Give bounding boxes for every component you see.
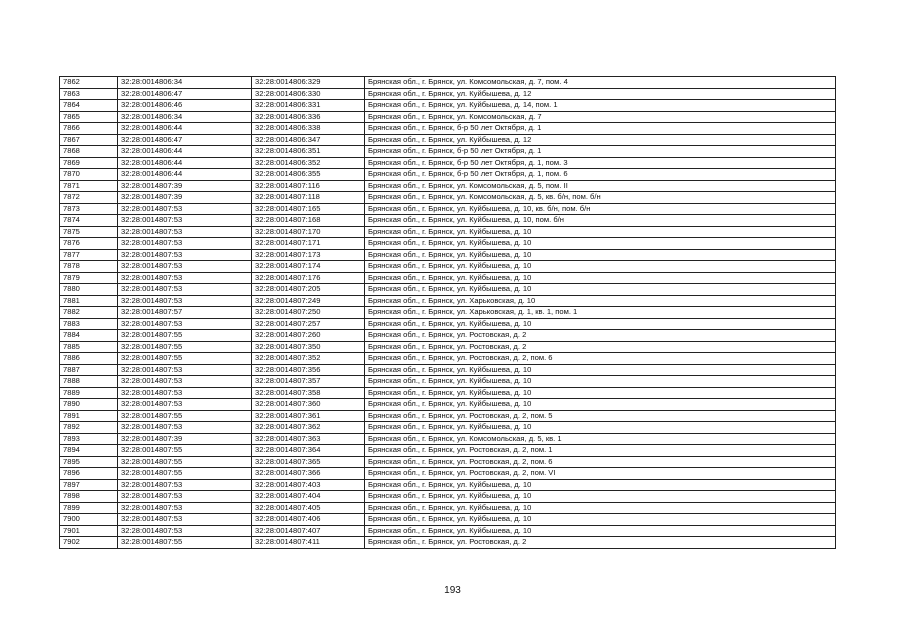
cadastral-number-cell: 32:28:0014806:336 <box>252 111 365 123</box>
cadastral-number-cell: 32:28:0014807:357 <box>252 376 365 388</box>
address-cell: Брянская обл., г. Брянск, ул. Куйбышева, д. 10 <box>365 226 836 238</box>
address-cell: Брянская обл., г. Брянск, ул. Куйбышева, д. 10 <box>365 399 836 411</box>
address-cell: Брянская обл., г. Брянск, ул. Ростовская, д. 2 <box>365 537 836 549</box>
row-number-cell: 7864 <box>60 100 118 112</box>
address-cell: Брянская обл., г. Брянск, ул. Куйбышева, д. 10 <box>365 491 836 503</box>
cadastral-number-cell: 32:28:0014807:174 <box>252 261 365 273</box>
parent-cadastral-number-cell: 32:28:0014807:53 <box>118 261 252 273</box>
cadastral-number-cell: 32:28:0014807:362 <box>252 422 365 434</box>
row-number-cell: 7868 <box>60 146 118 158</box>
table-row <box>60 111 836 123</box>
address-cell: Брянская обл., г. Брянск, ул. Харьковская, д. 1, кв. 1, пом. 1 <box>365 307 836 319</box>
table-row <box>60 192 836 204</box>
cadastral-number-cell: 32:28:0014807:363 <box>252 433 365 445</box>
parent-cadastral-number-cell: 32:28:0014807:53 <box>118 514 252 526</box>
row-number-cell: 7891 <box>60 410 118 422</box>
address-cell: Брянская обл., г. Брянск, ул. Комсомольская, д. 7 <box>365 111 836 123</box>
address-cell: Брянская обл., г. Брянск, ул. Ростовская, д. 2, пом. 1 <box>365 445 836 457</box>
parent-cadastral-number-cell: 32:28:0014807:55 <box>118 456 252 468</box>
cadastral-number-cell: 32:28:0014807:260 <box>252 330 365 342</box>
address-cell: Брянская обл., г. Брянск, ул. Куйбышева, д. 10 <box>365 284 836 296</box>
cadastral-registry-table <box>59 76 836 549</box>
cadastral-number-cell: 32:28:0014806:355 <box>252 169 365 181</box>
parent-cadastral-number-cell: 32:28:0014807:55 <box>118 445 252 457</box>
table-row <box>60 468 836 480</box>
table-row <box>60 353 836 365</box>
table-row <box>60 169 836 181</box>
parent-cadastral-number-cell: 32:28:0014807:53 <box>118 422 252 434</box>
table-row <box>60 88 836 100</box>
cadastral-number-cell: 32:28:0014806:329 <box>252 77 365 89</box>
address-cell: Брянская обл., г. Брянск, ул. Куйбышева, д. 10 <box>365 514 836 526</box>
row-number-cell: 7889 <box>60 387 118 399</box>
cadastral-number-cell: 32:28:0014806:352 <box>252 157 365 169</box>
table-row <box>60 238 836 250</box>
parent-cadastral-number-cell: 32:28:0014807:57 <box>118 307 252 319</box>
table-row <box>60 123 836 135</box>
table-row <box>60 180 836 192</box>
row-number-cell: 7863 <box>60 88 118 100</box>
row-number-cell: 7880 <box>60 284 118 296</box>
table-row <box>60 157 836 169</box>
row-number-cell: 7888 <box>60 376 118 388</box>
registry-table-body <box>60 77 836 549</box>
table-row <box>60 456 836 468</box>
parent-cadastral-number-cell: 32:28:0014806:47 <box>118 88 252 100</box>
table-row <box>60 226 836 238</box>
table-row <box>60 433 836 445</box>
table-row <box>60 491 836 503</box>
table-row <box>60 410 836 422</box>
cadastral-number-cell: 32:28:0014806:351 <box>252 146 365 158</box>
parent-cadastral-number-cell: 32:28:0014807:55 <box>118 410 252 422</box>
cadastral-number-cell: 32:28:0014807:257 <box>252 318 365 330</box>
cadastral-number-cell: 32:28:0014807:365 <box>252 456 365 468</box>
table-row <box>60 272 836 284</box>
row-number-cell: 7896 <box>60 468 118 480</box>
cadastral-number-cell: 32:28:0014806:347 <box>252 134 365 146</box>
row-number-cell: 7874 <box>60 215 118 227</box>
table-row <box>60 261 836 273</box>
address-cell: Брянская обл., г. Брянск, ул. Куйбышева, д. 10 <box>365 502 836 514</box>
parent-cadastral-number-cell: 32:28:0014807:53 <box>118 525 252 537</box>
table-row <box>60 514 836 526</box>
cadastral-number-cell: 32:28:0014807:170 <box>252 226 365 238</box>
cadastral-number-cell: 32:28:0014807:406 <box>252 514 365 526</box>
address-cell: Брянская обл., г. Брянск, ул. Куйбышева, д. 10 <box>365 364 836 376</box>
address-cell: Брянская обл., г. Брянск, ул. Куйбышева, д. 10, пом. б/н <box>365 215 836 227</box>
row-number-cell: 7887 <box>60 364 118 376</box>
address-cell: Брянская обл., г. Брянск, ул. Куйбышева, д. 10, кв. б/н, пом. б/н <box>365 203 836 215</box>
parent-cadastral-number-cell: 32:28:0014807:53 <box>118 215 252 227</box>
cadastral-number-cell: 32:28:0014807:116 <box>252 180 365 192</box>
row-number-cell: 7893 <box>60 433 118 445</box>
row-number-cell: 7869 <box>60 157 118 169</box>
address-cell: Брянская обл., г. Брянск, ул. Куйбышева, д. 10 <box>365 525 836 537</box>
cadastral-number-cell: 32:28:0014807:405 <box>252 502 365 514</box>
row-number-cell: 7870 <box>60 169 118 181</box>
parent-cadastral-number-cell: 32:28:0014807:53 <box>118 203 252 215</box>
cadastral-number-cell: 32:28:0014807:404 <box>252 491 365 503</box>
address-cell: Брянская обл., г. Брянск, ул. Ростовская, д. 2, пом. 5 <box>365 410 836 422</box>
address-cell: Брянская обл., г. Брянск, ул. Куйбышева, д. 10 <box>365 479 836 491</box>
row-number-cell: 7884 <box>60 330 118 342</box>
cadastral-number-cell: 32:28:0014807:205 <box>252 284 365 296</box>
table-row <box>60 525 836 537</box>
address-cell: Брянская обл., г. Брянск, ул. Ростовская, д. 2, пом. 6 <box>365 353 836 365</box>
parent-cadastral-number-cell: 32:28:0014807:53 <box>118 387 252 399</box>
cadastral-number-cell: 32:28:0014807:250 <box>252 307 365 319</box>
address-cell: Брянская обл., г. Брянск, ул. Куйбышева, д. 10 <box>365 387 836 399</box>
parent-cadastral-number-cell: 32:28:0014807:39 <box>118 192 252 204</box>
row-number-cell: 7872 <box>60 192 118 204</box>
row-number-cell: 7876 <box>60 238 118 250</box>
address-cell: Брянская обл., г. Брянск, ул. Комсомольская, д. 5, пом. II <box>365 180 836 192</box>
cadastral-number-cell: 32:28:0014806:331 <box>252 100 365 112</box>
parent-cadastral-number-cell: 32:28:0014807:53 <box>118 272 252 284</box>
parent-cadastral-number-cell: 32:28:0014807:53 <box>118 376 252 388</box>
address-cell: Брянская обл., г. Брянск, ул. Куйбышева, д. 12 <box>365 88 836 100</box>
row-number-cell: 7879 <box>60 272 118 284</box>
parent-cadastral-number-cell: 32:28:0014807:53 <box>118 502 252 514</box>
row-number-cell: 7895 <box>60 456 118 468</box>
cadastral-number-cell: 32:28:0014807:173 <box>252 249 365 261</box>
table-row <box>60 203 836 215</box>
cadastral-number-cell: 32:28:0014807:407 <box>252 525 365 537</box>
cadastral-number-cell: 32:28:0014807:364 <box>252 445 365 457</box>
cadastral-number-cell: 32:28:0014806:330 <box>252 88 365 100</box>
parent-cadastral-number-cell: 32:28:0014806:44 <box>118 157 252 169</box>
parent-cadastral-number-cell: 32:28:0014807:53 <box>118 284 252 296</box>
address-cell: Брянская обл., г. Брянск, ул. Куйбышева, д. 10 <box>365 272 836 284</box>
row-number-cell: 7899 <box>60 502 118 514</box>
address-cell: Брянская обл., г. Брянск, ул. Куйбышева, д. 10 <box>365 238 836 250</box>
table-row <box>60 77 836 89</box>
cadastral-number-cell: 32:28:0014807:366 <box>252 468 365 480</box>
parent-cadastral-number-cell: 32:28:0014807:55 <box>118 330 252 342</box>
row-number-cell: 7867 <box>60 134 118 146</box>
parent-cadastral-number-cell: 32:28:0014807:53 <box>118 491 252 503</box>
row-number-cell: 7898 <box>60 491 118 503</box>
parent-cadastral-number-cell: 32:28:0014807:53 <box>118 479 252 491</box>
address-cell: Брянская обл., г. Брянск, ул. Куйбышева, д. 14, пом. 1 <box>365 100 836 112</box>
page-number: 193 <box>444 585 461 596</box>
address-cell: Брянская обл., г. Брянск, ул. Ростовская, д. 2 <box>365 330 836 342</box>
parent-cadastral-number-cell: 32:28:0014806:34 <box>118 111 252 123</box>
cadastral-number-cell: 32:28:0014807:168 <box>252 215 365 227</box>
row-number-cell: 7902 <box>60 537 118 549</box>
row-number-cell: 7890 <box>60 399 118 411</box>
cadastral-number-cell: 32:28:0014807:352 <box>252 353 365 365</box>
cadastral-number-cell: 32:28:0014807:356 <box>252 364 365 376</box>
row-number-cell: 7873 <box>60 203 118 215</box>
cadastral-number-cell: 32:28:0014807:361 <box>252 410 365 422</box>
cadastral-number-cell: 32:28:0014807:118 <box>252 192 365 204</box>
row-number-cell: 7875 <box>60 226 118 238</box>
address-cell: Брянская обл., г. Брянск, ул. Куйбышева, д. 12 <box>365 134 836 146</box>
row-number-cell: 7900 <box>60 514 118 526</box>
row-number-cell: 7894 <box>60 445 118 457</box>
parent-cadastral-number-cell: 32:28:0014807:55 <box>118 341 252 353</box>
address-cell: Брянская обл., г. Брянск, ул. Ростовская, д. 2, пом. VI <box>365 468 836 480</box>
address-cell: Брянская обл., г. Брянск, б-р 50 лет Октября, д. 1, пом. 3 <box>365 157 836 169</box>
cadastral-number-cell: 32:28:0014807:249 <box>252 295 365 307</box>
parent-cadastral-number-cell: 32:28:0014807:53 <box>118 318 252 330</box>
parent-cadastral-number-cell: 32:28:0014806:44 <box>118 169 252 181</box>
table-row <box>60 502 836 514</box>
row-number-cell: 7901 <box>60 525 118 537</box>
table-row <box>60 215 836 227</box>
table-row <box>60 134 836 146</box>
table-row <box>60 146 836 158</box>
table-row <box>60 479 836 491</box>
table-row <box>60 330 836 342</box>
parent-cadastral-number-cell: 32:28:0014807:53 <box>118 249 252 261</box>
parent-cadastral-number-cell: 32:28:0014807:53 <box>118 238 252 250</box>
address-cell: Брянская обл., г. Брянск, б-р 50 лет Октября, д. 1 <box>365 146 836 158</box>
table-row <box>60 445 836 457</box>
parent-cadastral-number-cell: 32:28:0014806:34 <box>118 77 252 89</box>
table-row <box>60 284 836 296</box>
address-cell: Брянская обл., г. Брянск, ул. Комсомольская, д. 5, кв. 1 <box>365 433 836 445</box>
parent-cadastral-number-cell: 32:28:0014807:53 <box>118 364 252 376</box>
row-number-cell: 7866 <box>60 123 118 135</box>
address-cell: Брянская обл., г. Брянск, ул. Куйбышева, д. 10 <box>365 376 836 388</box>
address-cell: Брянская обл., г. Брянск, ул. Куйбышева, д. 10 <box>365 422 836 434</box>
parent-cadastral-number-cell: 32:28:0014807:53 <box>118 399 252 411</box>
table-row <box>60 249 836 261</box>
table-row <box>60 295 836 307</box>
table-row <box>60 399 836 411</box>
address-cell: Брянская обл., г. Брянск, ул. Куйбышева, д. 10 <box>365 249 836 261</box>
row-number-cell: 7897 <box>60 479 118 491</box>
cadastral-number-cell: 32:28:0014807:358 <box>252 387 365 399</box>
table-row <box>60 307 836 319</box>
cadastral-number-cell: 32:28:0014807:176 <box>252 272 365 284</box>
cadastral-number-cell: 32:28:0014807:403 <box>252 479 365 491</box>
parent-cadastral-number-cell: 32:28:0014807:53 <box>118 295 252 307</box>
table-row <box>60 422 836 434</box>
address-cell: Брянская обл., г. Брянск, ул. Комсомольская, д. 7, пом. 4 <box>365 77 836 89</box>
address-cell: Брянская обл., г. Брянск, б-р 50 лет Октября, д. 1, пом. 6 <box>365 169 836 181</box>
cadastral-number-cell: 32:28:0014806:338 <box>252 123 365 135</box>
row-number-cell: 7886 <box>60 353 118 365</box>
table-row <box>60 537 836 549</box>
row-number-cell: 7885 <box>60 341 118 353</box>
cadastral-number-cell: 32:28:0014807:165 <box>252 203 365 215</box>
row-number-cell: 7871 <box>60 180 118 192</box>
row-number-cell: 7877 <box>60 249 118 261</box>
parent-cadastral-number-cell: 32:28:0014806:46 <box>118 100 252 112</box>
parent-cadastral-number-cell: 32:28:0014806:44 <box>118 146 252 158</box>
table-row <box>60 341 836 353</box>
parent-cadastral-number-cell: 32:28:0014807:53 <box>118 226 252 238</box>
row-number-cell: 7881 <box>60 295 118 307</box>
row-number-cell: 7883 <box>60 318 118 330</box>
address-cell: Брянская обл., г. Брянск, б-р 50 лет Октября, д. 1 <box>365 123 836 135</box>
cadastral-number-cell: 32:28:0014807:360 <box>252 399 365 411</box>
table-row <box>60 364 836 376</box>
parent-cadastral-number-cell: 32:28:0014806:47 <box>118 134 252 146</box>
address-cell: Брянская обл., г. Брянск, ул. Ростовская, д. 2, пом. 6 <box>365 456 836 468</box>
parent-cadastral-number-cell: 32:28:0014807:39 <box>118 180 252 192</box>
cadastral-number-cell: 32:28:0014807:350 <box>252 341 365 353</box>
row-number-cell: 7878 <box>60 261 118 273</box>
address-cell: Брянская обл., г. Брянск, ул. Куйбышева, д. 10 <box>365 261 836 273</box>
parent-cadastral-number-cell: 32:28:0014807:55 <box>118 537 252 549</box>
parent-cadastral-number-cell: 32:28:0014806:44 <box>118 123 252 135</box>
table-row <box>60 318 836 330</box>
cadastral-number-cell: 32:28:0014807:171 <box>252 238 365 250</box>
row-number-cell: 7865 <box>60 111 118 123</box>
row-number-cell: 7862 <box>60 77 118 89</box>
address-cell: Брянская обл., г. Брянск, ул. Ростовская, д. 2 <box>365 341 836 353</box>
address-cell: Брянская обл., г. Брянск, ул. Куйбышева, д. 10 <box>365 318 836 330</box>
table-row <box>60 387 836 399</box>
row-number-cell: 7882 <box>60 307 118 319</box>
cadastral-number-cell: 32:28:0014807:411 <box>252 537 365 549</box>
table-row <box>60 376 836 388</box>
table-row <box>60 100 836 112</box>
address-cell: Брянская обл., г. Брянск, ул. Комсомольская, д. 5, кв. б/н, пом. б/н <box>365 192 836 204</box>
parent-cadastral-number-cell: 32:28:0014807:55 <box>118 468 252 480</box>
row-number-cell: 7892 <box>60 422 118 434</box>
parent-cadastral-number-cell: 32:28:0014807:39 <box>118 433 252 445</box>
parent-cadastral-number-cell: 32:28:0014807:55 <box>118 353 252 365</box>
address-cell: Брянская обл., г. Брянск, ул. Харьковская, д. 10 <box>365 295 836 307</box>
